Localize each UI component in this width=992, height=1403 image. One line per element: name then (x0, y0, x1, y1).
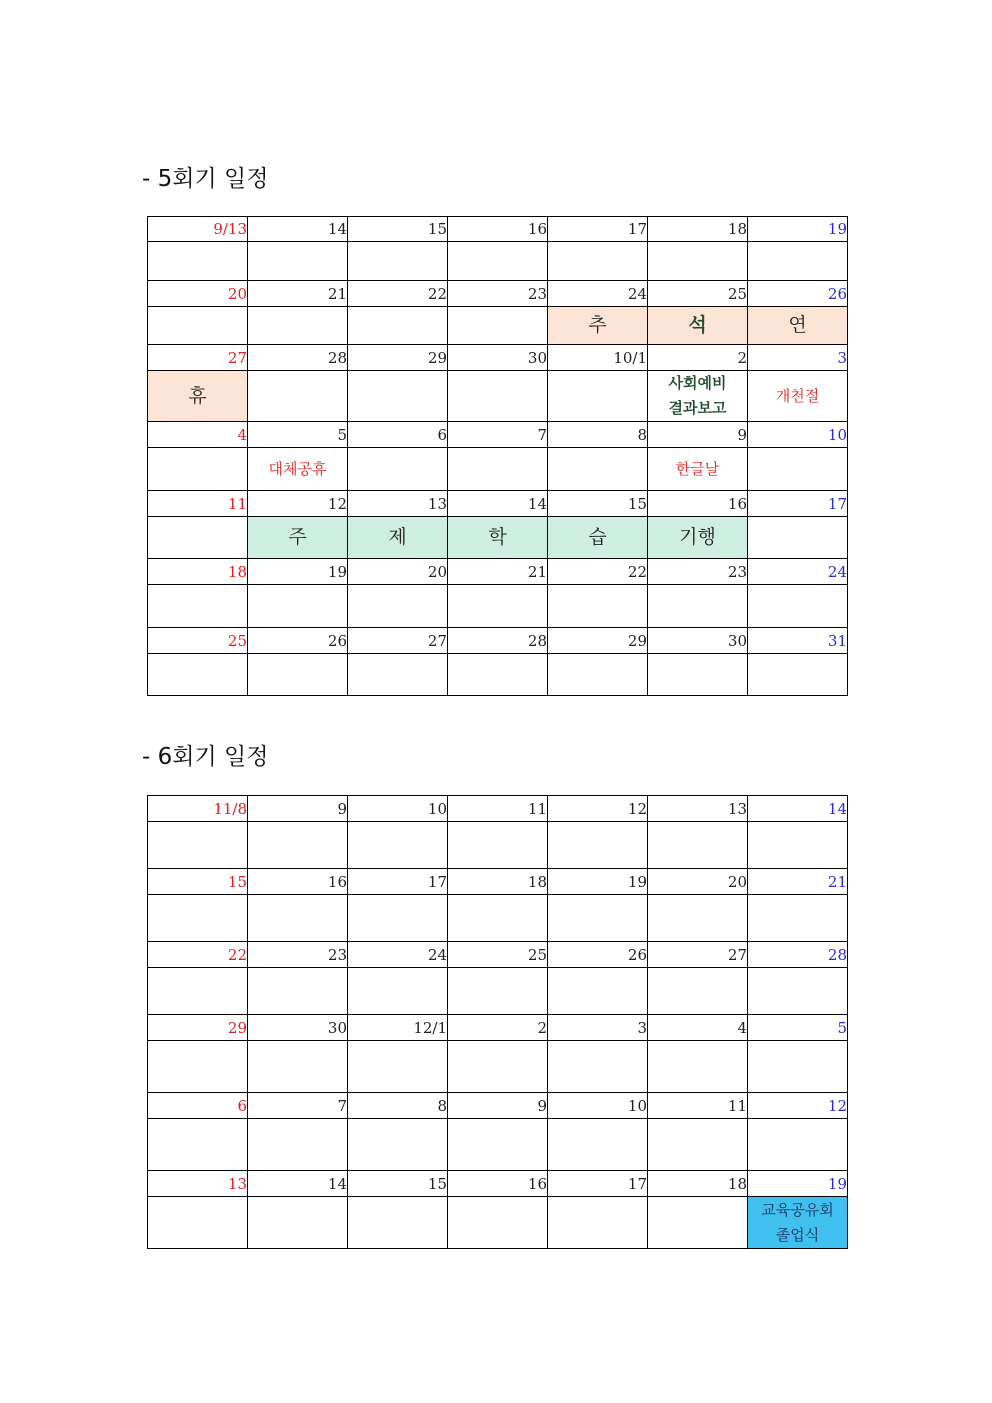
date-cell: 11 (448, 796, 548, 822)
event-row (148, 448, 848, 491)
event-cell (548, 654, 648, 696)
date-cell: 5 (248, 422, 348, 448)
date-row (148, 422, 848, 448)
event-cell (448, 1197, 548, 1249)
event-cell (548, 1119, 648, 1171)
event-cell (648, 895, 748, 942)
event-cell (348, 585, 448, 628)
event-cell (448, 968, 548, 1015)
date-cell: 26 (748, 281, 848, 307)
event-row (148, 517, 848, 559)
event-label: 학 (488, 526, 507, 548)
event-cell (148, 242, 248, 281)
date-cell: 13 (648, 796, 748, 822)
date-cell: 17 (348, 869, 448, 895)
date-cell: 21 (248, 281, 348, 307)
date-cell: 20 (148, 281, 248, 307)
event-cell (548, 1197, 648, 1249)
event-row (148, 371, 848, 422)
event-cell (148, 1197, 248, 1249)
date-cell: 17 (748, 491, 848, 517)
event-label: 추 (588, 314, 607, 336)
date-cell: 12/1 (348, 1015, 448, 1041)
event-cell (748, 585, 848, 628)
event-label: 결과보고 (668, 399, 727, 417)
event-cell (748, 1041, 848, 1093)
date-cell: 31 (748, 628, 848, 654)
date-cell: 28 (448, 628, 548, 654)
date-cell: 8 (548, 422, 648, 448)
date-cell: 16 (448, 217, 548, 242)
date-row (148, 217, 848, 242)
date-cell: 9 (448, 1093, 548, 1119)
event-cell (448, 517, 548, 559)
date-cell: 12 (248, 491, 348, 517)
event-cell (248, 654, 348, 696)
date-cell: 11 (148, 491, 248, 517)
date-row (148, 1171, 848, 1197)
date-cell: 28 (248, 345, 348, 371)
event-label: 개천절 (775, 386, 820, 405)
date-cell: 9 (648, 422, 748, 448)
date-cell: 19 (748, 1171, 848, 1197)
date-cell: 10/1 (548, 345, 648, 371)
event-cell (348, 371, 448, 422)
event-cell (248, 242, 348, 281)
date-cell: 16 (448, 1171, 548, 1197)
event-cell (448, 371, 548, 422)
date-row (148, 942, 848, 968)
date-cell: 24 (748, 559, 848, 585)
event-cell (748, 822, 848, 869)
date-cell: 23 (448, 281, 548, 307)
calendar-table-5 (147, 216, 848, 696)
event-cell (248, 895, 348, 942)
event-cell (648, 654, 748, 696)
date-cell: 29 (348, 345, 448, 371)
date-row (148, 796, 848, 822)
event-cell (548, 585, 648, 628)
event-cell (248, 822, 348, 869)
date-cell: 27 (648, 942, 748, 968)
date-cell: 14 (748, 796, 848, 822)
event-cell (648, 968, 748, 1015)
event-cell (348, 1197, 448, 1249)
date-cell: 18 (648, 1171, 748, 1197)
date-cell: 25 (148, 628, 248, 654)
date-cell: 21 (448, 559, 548, 585)
date-cell: 9 (248, 796, 348, 822)
date-cell: 29 (148, 1015, 248, 1041)
event-row (148, 585, 848, 628)
event-cell (648, 1119, 748, 1171)
event-cell (148, 654, 248, 696)
calendar-table-6 (147, 795, 848, 1249)
event-cell (648, 822, 748, 869)
date-cell: 22 (148, 942, 248, 968)
event-cell (648, 307, 748, 345)
event-row (148, 822, 848, 869)
event-cell (248, 448, 348, 491)
event-cell (648, 1197, 748, 1249)
event-cell (148, 1041, 248, 1093)
date-cell: 21 (748, 869, 848, 895)
date-cell: 29 (548, 628, 648, 654)
date-cell: 6 (348, 422, 448, 448)
date-cell: 27 (348, 628, 448, 654)
event-cell (448, 654, 548, 696)
event-label: 제 (388, 526, 407, 548)
date-row (148, 628, 848, 654)
date-cell: 15 (348, 1171, 448, 1197)
event-cell (748, 968, 848, 1015)
date-cell: 23 (648, 559, 748, 585)
event-cell (248, 585, 348, 628)
date-cell: 11 (648, 1093, 748, 1119)
date-cell: 25 (648, 281, 748, 307)
date-cell: 20 (648, 869, 748, 895)
event-cell (548, 371, 648, 422)
date-cell: 15 (148, 869, 248, 895)
date-cell: 19 (248, 559, 348, 585)
event-label: 석 (688, 314, 707, 336)
event-cell (248, 517, 348, 559)
event-cell (748, 1197, 848, 1249)
date-cell: 10 (748, 422, 848, 448)
date-cell: 16 (248, 869, 348, 895)
section-title-6: - 6회기 일정 (142, 744, 269, 770)
event-cell (748, 654, 848, 696)
event-cell (748, 371, 848, 422)
date-cell: 28 (748, 942, 848, 968)
event-cell (748, 448, 848, 491)
event-cell (648, 1041, 748, 1093)
date-cell: 19 (748, 217, 848, 242)
event-cell (548, 1041, 648, 1093)
event-cell (548, 307, 648, 345)
event-row (148, 1197, 848, 1249)
date-cell: 22 (348, 281, 448, 307)
event-row (148, 1119, 848, 1171)
event-cell (348, 968, 448, 1015)
date-cell: 30 (648, 628, 748, 654)
event-cell (248, 1119, 348, 1171)
event-cell (148, 448, 248, 491)
event-label: 주 (288, 526, 307, 548)
event-cell (648, 242, 748, 281)
event-row (148, 242, 848, 281)
event-cell (648, 448, 748, 491)
date-cell: 18 (148, 559, 248, 585)
date-cell: 2 (448, 1015, 548, 1041)
event-cell (548, 895, 648, 942)
event-cell (648, 517, 748, 559)
event-cell (348, 654, 448, 696)
event-cell (148, 371, 248, 422)
event-cell (648, 371, 748, 422)
event-cell (448, 1041, 548, 1093)
event-cell (548, 822, 648, 869)
date-cell: 14 (248, 1171, 348, 1197)
event-cell (548, 517, 648, 559)
event-cell (448, 242, 548, 281)
event-cell (348, 1119, 448, 1171)
event-cell (548, 448, 648, 491)
event-label: 습 (588, 526, 607, 548)
date-cell: 15 (348, 217, 448, 242)
date-cell: 6 (148, 1093, 248, 1119)
event-cell (248, 1041, 348, 1093)
event-cell (148, 822, 248, 869)
event-cell (748, 307, 848, 345)
date-cell: 12 (748, 1093, 848, 1119)
date-cell: 24 (348, 942, 448, 968)
date-cell: 17 (548, 217, 648, 242)
event-label: 교육공유회 (761, 1200, 834, 1219)
event-cell (448, 448, 548, 491)
event-cell (148, 895, 248, 942)
event-cell (348, 242, 448, 281)
event-cell (748, 895, 848, 942)
date-cell: 11/8 (148, 796, 248, 822)
date-cell: 2 (648, 345, 748, 371)
event-label: 연 (788, 314, 807, 336)
date-row (148, 1093, 848, 1119)
date-cell: 26 (248, 628, 348, 654)
event-cell (548, 968, 648, 1015)
date-cell: 3 (748, 345, 848, 371)
date-cell: 13 (148, 1171, 248, 1197)
event-row (148, 895, 848, 942)
date-row (148, 559, 848, 585)
date-cell: 16 (648, 491, 748, 517)
date-cell: 23 (248, 942, 348, 968)
date-cell: 5 (748, 1015, 848, 1041)
event-cell (348, 517, 448, 559)
date-row (148, 1015, 848, 1041)
event-cell (348, 307, 448, 345)
event-cell (248, 307, 348, 345)
date-cell: 15 (548, 491, 648, 517)
date-cell: 30 (248, 1015, 348, 1041)
date-cell: 17 (548, 1171, 648, 1197)
date-cell: 22 (548, 559, 648, 585)
date-cell: 25 (448, 942, 548, 968)
event-cell (148, 307, 248, 345)
event-cell (648, 585, 748, 628)
event-cell (448, 822, 548, 869)
event-label: 졸업식 (775, 1225, 820, 1244)
date-cell: 4 (148, 422, 248, 448)
event-label: 사회예비 (668, 374, 727, 392)
event-cell (248, 968, 348, 1015)
date-cell: 8 (348, 1093, 448, 1119)
event-cell (448, 585, 548, 628)
date-cell: 19 (548, 869, 648, 895)
date-cell: 10 (348, 796, 448, 822)
date-cell: 7 (248, 1093, 348, 1119)
event-label: 휴 (188, 384, 207, 407)
date-row (148, 869, 848, 895)
event-cell (448, 1119, 548, 1171)
date-row (148, 281, 848, 307)
event-cell (348, 822, 448, 869)
date-cell: 3 (548, 1015, 648, 1041)
event-cell (148, 968, 248, 1015)
date-cell: 9/13 (148, 217, 248, 242)
event-label: 대체공휴 (268, 459, 327, 478)
date-cell: 20 (348, 559, 448, 585)
date-row (148, 345, 848, 371)
event-cell (748, 517, 848, 559)
event-row (148, 968, 848, 1015)
event-cell (248, 1197, 348, 1249)
event-row (148, 1041, 848, 1093)
date-cell: 26 (548, 942, 648, 968)
event-cell (348, 448, 448, 491)
event-cell (348, 895, 448, 942)
event-cell (548, 242, 648, 281)
section-title-5: - 5회기 일정 (142, 166, 269, 192)
date-cell: 7 (448, 422, 548, 448)
event-cell (148, 1119, 248, 1171)
event-cell (448, 895, 548, 942)
date-cell: 18 (648, 217, 748, 242)
event-cell (148, 517, 248, 559)
event-cell (148, 585, 248, 628)
date-cell: 13 (348, 491, 448, 517)
date-cell: 24 (548, 281, 648, 307)
event-row (148, 654, 848, 696)
event-label: 기행 (679, 526, 716, 548)
date-cell: 4 (648, 1015, 748, 1041)
date-cell: 30 (448, 345, 548, 371)
date-cell: 10 (548, 1093, 648, 1119)
date-cell: 14 (248, 217, 348, 242)
event-cell (748, 242, 848, 281)
event-cell (248, 371, 348, 422)
event-cell (448, 307, 548, 345)
date-cell: 18 (448, 869, 548, 895)
date-cell: 27 (148, 345, 248, 371)
event-cell (748, 1119, 848, 1171)
date-cell: 14 (448, 491, 548, 517)
date-cell: 12 (548, 796, 648, 822)
event-row (148, 307, 848, 345)
event-cell (348, 1041, 448, 1093)
event-label: 한글날 (675, 459, 720, 478)
date-row (148, 491, 848, 517)
